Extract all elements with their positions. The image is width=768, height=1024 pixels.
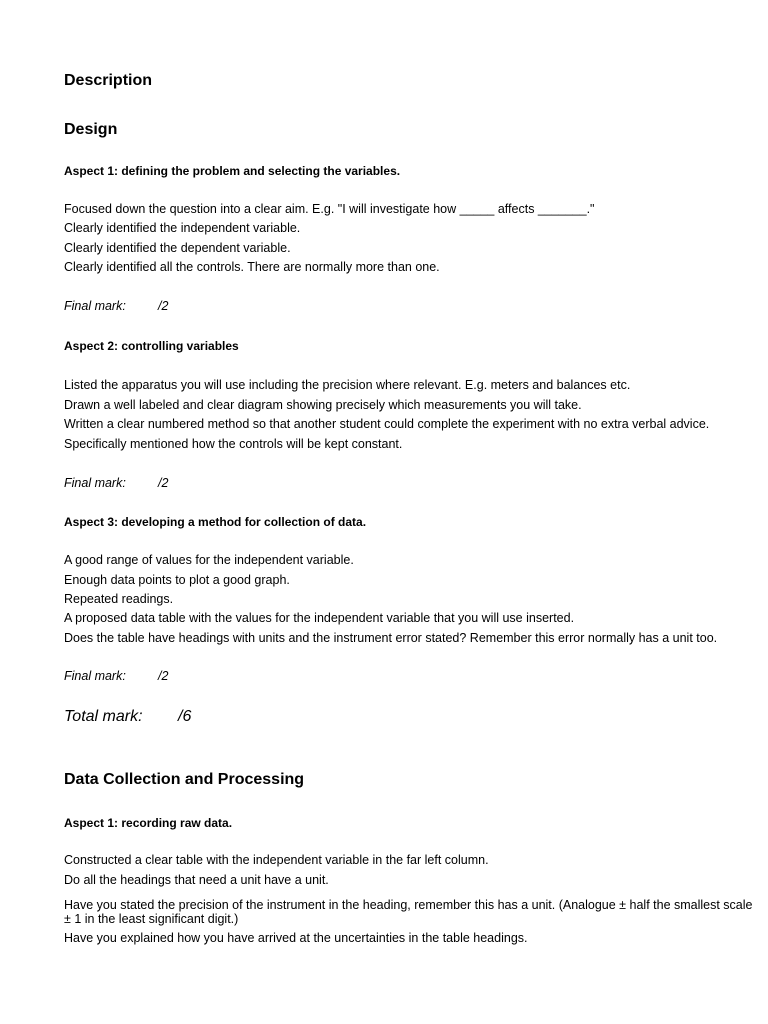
total-mark-value: /6 (178, 708, 192, 725)
design-aspect3-line: Enough data points to plot a good graph. (64, 573, 290, 587)
design-heading: Design (64, 121, 118, 138)
final-mark-value: /2 (158, 476, 169, 490)
total-mark-label: Total mark: (64, 708, 143, 725)
dcp-aspect1-title: Aspect 1: recording raw data. (64, 816, 233, 830)
dcp-aspect1-line: Constructed a clear table with the independent variable in the far left column. (64, 853, 489, 867)
dcp-aspect1-line: Do all the headings that need a unit have a unit. (64, 873, 329, 887)
design-aspect2-final-mark (64, 476, 169, 490)
design-aspect1-line: Clearly identified all the controls. There are normally more than one. (64, 260, 440, 274)
dcp-heading: Data Collection and Processing (64, 771, 305, 788)
design-aspect3-final-mark (64, 669, 169, 683)
design-aspect1-line: Clearly identified the dependent variable. (64, 241, 291, 255)
design-aspect3-line: A proposed data table with the values for the independent variable that you will use inserted. (64, 611, 575, 625)
final-mark-value: /2 (158, 299, 169, 313)
design-aspect2-line: Specifically mentioned how the controls will be kept constant. (64, 437, 403, 451)
design-aspect2-line: Listed the apparatus you will use including the precision where relevant. E.g. meters and balances etc. (64, 378, 631, 392)
design-aspect1-title: Aspect 1: defining the problem and selecting the variables. (64, 164, 401, 178)
final-mark-label: Final mark: (64, 476, 126, 490)
final-mark-label: Final mark: (64, 299, 126, 313)
dcp-aspect1-line: Have you stated the precision of the instrument in the heading, remember this has a unit. (Analogue ± half the smallest scale (64, 898, 753, 912)
design-aspect3-line: A good range of values for the independent variable. (64, 553, 354, 567)
design-aspect2-title: Aspect 2: controlling variables (64, 339, 239, 353)
final-mark-value: /2 (158, 669, 169, 683)
design-aspect3-line: Does the table have headings with units and the instrument error stated? Remember this error normally has a unit too. (64, 631, 718, 645)
design-aspect3-title: Aspect 3: developing a method for collection of data. (64, 515, 367, 529)
design-aspect1-final-mark (64, 299, 169, 313)
design-aspect1-line: Focused down the question into a clear aim. E.g. "I will investigate how _____ affects _______." (64, 202, 595, 216)
dcp-aspect1-line: Have you explained how you have arrived at the uncertainties in the table headings. (64, 931, 528, 945)
dcp-aspect1-line: ± 1 in the least significant digit.) (64, 912, 239, 926)
design-aspect3-line: Repeated readings. (64, 592, 174, 606)
design-aspect2-line: Drawn a well labeled and clear diagram showing precisely which measurements you will take. (64, 398, 582, 412)
design-aspect1-line: Clearly identified the independent variable. (64, 221, 301, 235)
design-total-mark (64, 708, 192, 726)
description-heading: Description (64, 72, 153, 89)
final-mark-label: Final mark: (64, 669, 126, 683)
design-aspect2-line: Written a clear numbered method so that another student could complete the experiment with no extra verbal advice. (64, 417, 710, 431)
